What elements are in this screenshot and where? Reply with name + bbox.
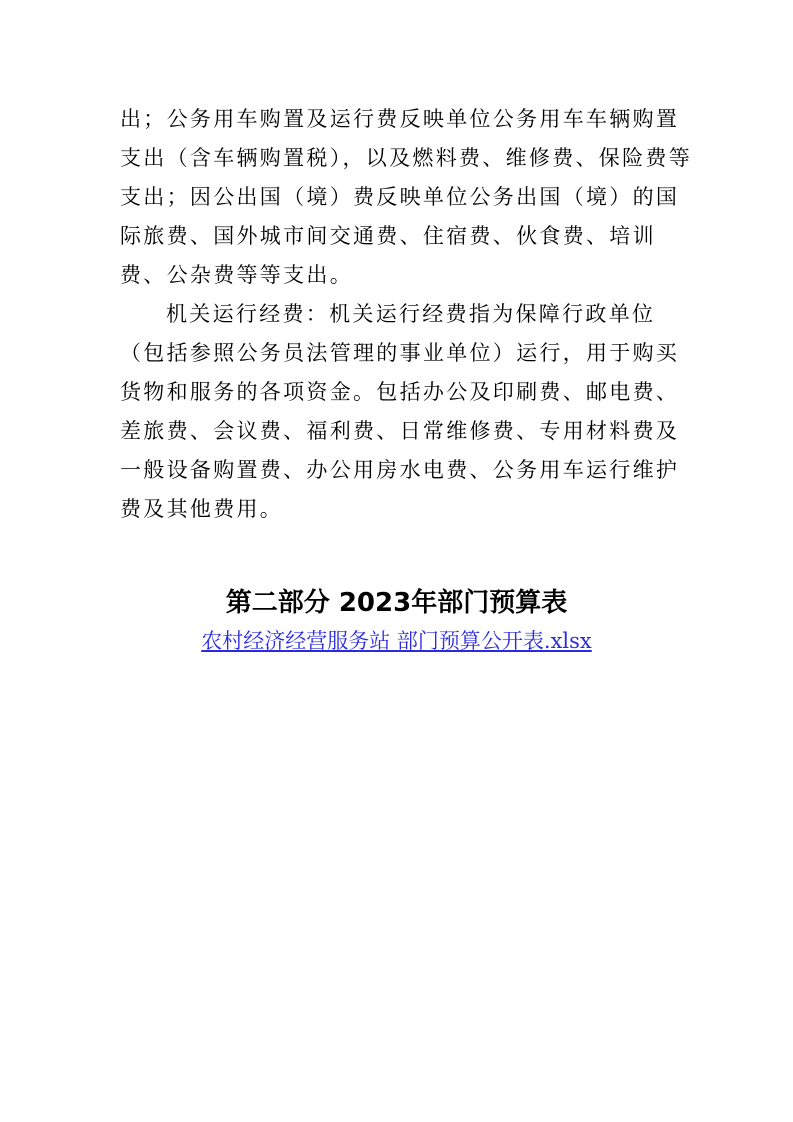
- body-paragraph-operating-expenses: 机关运行经费：机关运行经费指为保障行政单位（包括参照公务员法管理的事业单位）运行，用于购买货物和服务的各项资金。包括办公及印刷费、邮电费、差旅费、会议费、福利费、日常维修费、专用材料费及一般设备购置费、办公用房水电费、公务用车运行维护费及其他费用。: [120, 302, 680, 521]
- section-title: 第二部分 2023年部门预算表: [225, 588, 568, 618]
- budget-attachment-link[interactable]: 农村经济经营服务站 部门预算公开表.xlsx: [201, 629, 592, 653]
- body-paragraph-expense-definitions: 出；公务用车购置及运行费反映单位公务用车车辆购置支出（含车辆购置税），以及燃料费、维修费、保险费等支出；因公出国（境）费反映单位公务出国（境）的国际旅费、国外城市间交通费、住宿费、伙食费、培训费、公杂费等等支出。: [120, 107, 692, 287]
